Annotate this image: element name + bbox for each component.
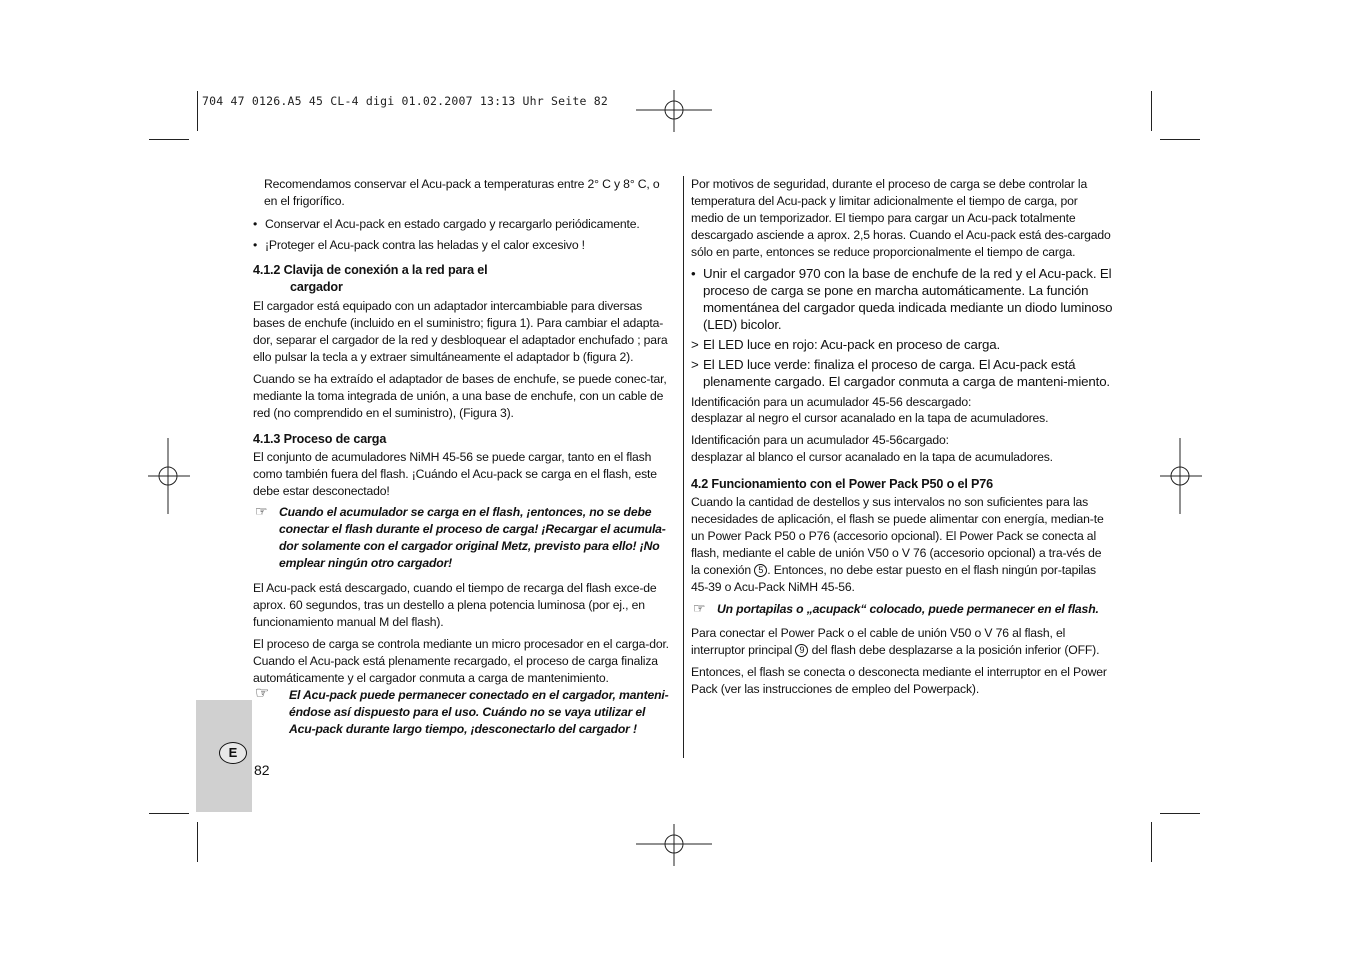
circled-number: 5 (754, 564, 767, 577)
circled-number: 9 (795, 644, 808, 657)
registration-left-icon (146, 436, 192, 516)
identification-paragraph (691, 432, 1113, 466)
identification-paragraph (691, 394, 1113, 428)
identification-line: desplazar al negro el cursor acanalado en la tapa de acumuladores. (691, 411, 1049, 426)
paragraph: El proceso de carga se controla mediante un micro procesador en el carga-dor. Cuando el Acu-pack está plenamente recargado, el proceso de carga finaliza automáticamente y el cargador conmuta a carga de mantenimiento. (253, 636, 669, 685)
crop-mark (197, 91, 198, 131)
identification-line: desplazar al blanco el cursor acanalado en la tapa de acumuladores. (691, 450, 1053, 465)
paragraph-text: del flash debe desplazarse a la posición inferior (OFF). (811, 643, 1100, 658)
crop-mark (1160, 813, 1200, 814)
intro-paragraph: Recomendamos conservar el Acu-pack a temperaturas entre 2° C y 8° C, o en el frigorífico. (264, 177, 660, 208)
identification-line: Identificación para un acumulador 45-56 descargado: (691, 394, 972, 409)
info-note (691, 601, 1113, 618)
info-note-text: Un portapilas o „acupack“ colocado, puede permanecer en el flash. (717, 601, 1099, 616)
paragraph (691, 494, 1113, 595)
print-header: 704 47 0126.A5 45 CL-4 digi 01.02.2007 13:13 Uhr Seite 82 (202, 94, 609, 108)
paragraph-text: Cuando la cantidad de destellos y sus intervalos no son suficientes para las necesidades de aplicación, el flash se puede alimentar con energía, median-te un Power Pack P50 o P76 (accesorio opcional). El Power Pack se conecta al flash, mediante el cable de unión V50 o V 76 (accesorio opcional) a tra-vés de la conexión (691, 495, 1104, 577)
paragraph-text: Para conectar el Power Pack o el cable de unión V50 o V 76 al flash, el interruptor principal (691, 626, 1066, 658)
section-heading: 4.1.3 Proceso de carga (253, 431, 387, 446)
identification-line: Identificación para un acumulador 45-56cargado: (691, 433, 949, 448)
paragraph: El Acu-pack está descargado, cuando el tiempo de recarga del flash exce-de aprox. 60 segundos, tras un destello a plena potencia luminosa (por ej., en funcionamiento manual M del flash). (253, 581, 657, 629)
paragraph: Por motivos de seguridad, durante el proceso de carga se debe controlar la temperatura del Acu-pack y limitar adicionalmente el tiempo de carga, por medio de un temporizador. El tiempo para cargar un Acu-pack totalmente descargado asciende a aprox. 2,5 horas. Cuando el Acu-pack está des-cargado sólo en parte, entonces se reduce proporcionalmente el tiempo de carga. (691, 177, 1111, 259)
paragraph (691, 625, 1113, 659)
crop-mark (1160, 139, 1200, 140)
section-heading (253, 262, 671, 296)
crop-mark (149, 139, 189, 140)
crop-mark (1151, 822, 1152, 862)
paragraph-text: . Entonces, no debe estar puesto en el flash ningún por-tapilas 45-39 o Acu-Pack NiMH 45-56. (691, 562, 1096, 594)
bullet-list (253, 216, 671, 254)
section-heading: 4.2 Funcionamiento con el Power Pack P50 o el P76 (691, 477, 994, 492)
registration-top-icon (634, 88, 714, 134)
paragraph: El conjunto de acumuladores NiMH 45-56 se puede cargar, tanto en el flash como también fuera del flash. ¡Cuándo el Acu-pack se carga en el flash, este debe estar desconectado! (253, 449, 657, 498)
crop-mark (149, 813, 189, 814)
list-item: > El LED luce verde: finaliza el proceso de carga. El Acu-pack está plenamente cargado. El cargador conmuta a carga de manteni-miento. (691, 356, 1113, 390)
registration-right-icon (1158, 436, 1204, 516)
crop-mark (197, 822, 198, 862)
warning-note (253, 687, 671, 738)
language-badge: E (219, 742, 247, 764)
page-number: 82 (254, 762, 270, 778)
list-item: • Unir el cargador 970 con la base de enchufe de la red y el Acu-pack. El proceso de carga se pone en marcha automáticamente. La función momentánea del cargador queda indicada mediante un diodo luminoso (LED) bicolor. (691, 265, 1113, 333)
crop-mark (1151, 91, 1152, 131)
list-item: • Conservar el Acu-pack en estado cargado y recargarlo periódicamente. (253, 216, 671, 233)
pointing-hand-icon: ☞ (255, 685, 270, 703)
column-divider (683, 176, 684, 758)
right-column (691, 176, 1113, 703)
warning-note (253, 504, 671, 572)
paragraph: El cargador está equipado con un adaptador intercambiable para diversas bases de enchufe (incluido en el suministro; figura 1). Para cambiar el adapta-dor, separar el cargador de la red y desbloquear el adaptador enchufado ; para ello pulsar la tecla a y extraer simultáneamente el adaptador b (figura 2). (253, 299, 668, 365)
warning-note-text: El Acu-pack puede permanecer conectado en el cargador, manteni-éndose así dispuesto para el uso. Cuándo no se vaya utilizar el Acu-pack durante largo tiempo, ¡desconectarlo del cargador ! (289, 688, 669, 737)
pointing-hand-icon: ☞ (693, 599, 706, 616)
warning-note-text: Cuando el acumulador se carga en el flash, ¡entonces, no se debe conectar el flash durante el proceso de carga! ¡Recargar el acumula-dor solamente con el cargador original Metz, previsto para ello! ¡No emplear ningún otro cargador! (279, 505, 666, 571)
paragraph: Cuando se ha extraído el adaptador de bases de enchufe, se puede conec-tar, mediante la toma integrada de unión, a una base de enchufe, con un cable de red (no comprendido en el suministro), (Figura 3). (253, 372, 667, 420)
paragraph: Entonces, el flash se conecta o desconecta mediante el interruptor en el Power Pack (ver las instrucciones de empleo del Powerpack). (691, 665, 1107, 697)
section-heading-line: 4.1.2 Clavija de conexión a la red para el (253, 262, 488, 277)
left-column (253, 176, 671, 746)
list-item: > El LED luce en rojo: Acu-pack en proceso de carga. (691, 336, 1113, 353)
list-item: • ¡Proteger el Acu-pack contra las heladas y el calor excesivo ! (253, 237, 671, 254)
pointing-hand-icon: ☞ (255, 503, 268, 520)
bullet-list (691, 265, 1113, 390)
registration-bottom-icon (634, 822, 714, 868)
section-heading-line: cargador (290, 279, 343, 294)
